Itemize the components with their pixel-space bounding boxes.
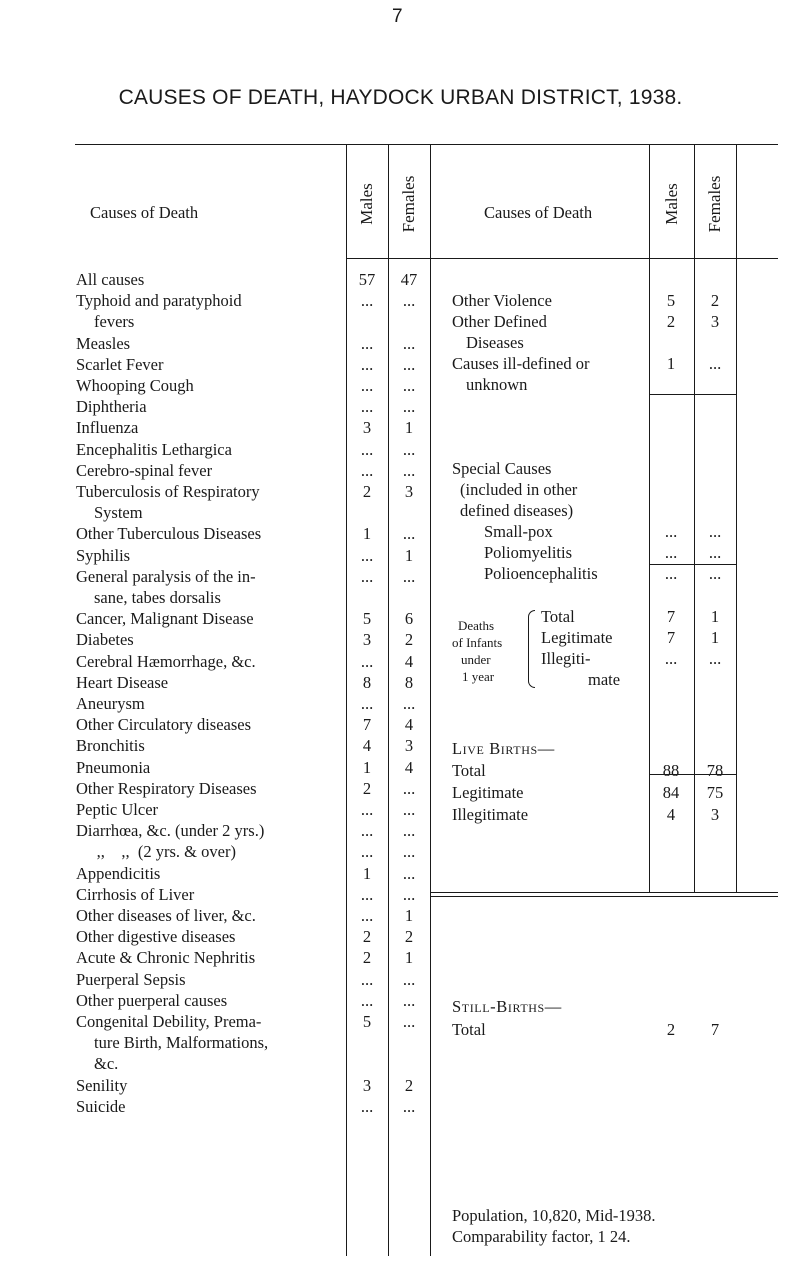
comparability-note: Comparability factor, 1 24. [452,1227,631,1246]
col-divider [346,144,347,1256]
females-value: ... [402,333,416,353]
cause-label: Other puerperal causes [76,990,228,1010]
males-value: ... [664,543,678,562]
males-value: ... [360,990,374,1010]
males-value: 2 [362,927,372,947]
females-value: 2 [404,1075,414,1095]
males-value: 3 [362,1075,372,1095]
males-value: 7 [666,628,676,647]
males-value: ... [360,291,374,311]
cause-label: Influenza [76,418,139,438]
col-divider [736,144,737,892]
females-value: ... [708,543,722,562]
males-value: 57 [358,270,376,289]
males-value: ... [360,884,374,904]
males-value: 5 [362,609,372,629]
males-value: 4 [666,805,676,824]
cause-label: Other Respiratory Diseases [76,778,257,798]
section-rule [430,896,778,897]
males-value: 88 [662,761,680,780]
cause-label: Cerebro-spinal fever [76,460,213,480]
males-value: ... [360,354,374,374]
infant-bracket [528,610,535,688]
females-value: ... [402,439,416,459]
males-value: 4 [362,736,372,756]
cause-label: Special Causes [452,459,552,478]
females-value: ... [708,649,722,668]
females-value: 1 [404,418,414,438]
females-value: ... [402,821,416,841]
females-value: 3 [710,312,720,331]
males-value: ... [360,460,374,480]
cause-label: Scarlet Fever [76,354,164,374]
males-value: ... [360,566,374,586]
section-rule [649,394,737,395]
females-value: 3 [404,482,414,501]
females-value: 7 [710,1020,720,1039]
infant-group-label: under [461,652,491,667]
col-divider [430,144,431,1256]
cause-label: fevers [94,312,135,332]
cause-label: Poliomyelitis [484,543,573,562]
cause-label: Cerebral Hæmorrhage, &c. [76,651,256,671]
males-value: 1 [362,863,372,883]
cause-label: Diseases [466,333,524,352]
header-causes-right: Causes of Death [484,203,593,222]
cause-label: System [94,503,143,523]
table-top-rule [75,144,778,145]
cause-label: Tuberculosis of Respiratory [76,482,260,501]
females-value: 1 [710,628,720,647]
males-value: 2 [666,1020,676,1039]
males-value: ... [360,397,374,417]
males-value: 3 [362,418,372,438]
females-value: ... [402,842,416,862]
cause-label: Other digestive diseases [76,927,236,947]
cause-label: All causes [76,270,145,289]
col-divider [388,144,389,1256]
males-value: 2 [362,948,372,968]
cause-label: Legitimate [452,783,524,802]
header-males-left: Males [357,183,376,225]
males-value: 2 [362,482,372,501]
cause-label: Cancer, Malignant Disease [76,609,254,629]
males-value: ... [360,800,374,819]
females-value: ... [402,1012,416,1031]
cause-label: Other Circulatory diseases [76,715,252,735]
males-value: 1 [362,524,372,544]
infant-group-label: 1 year [462,669,495,684]
cause-label: Other diseases of liver, &c. [76,906,256,925]
cause-label: Aneurysm [76,694,145,713]
females-value: ... [402,291,416,311]
cause-label: Heart Disease [76,672,169,692]
cause-label: Congenital Debility, Prema- [76,1012,262,1031]
females-value: 1 [710,607,720,626]
males-value: 84 [662,783,680,802]
cause-label: Illegitimate [452,805,529,824]
males-value: 2 [362,778,372,798]
females-value: ... [402,778,416,798]
cause-label: Illegiti- [541,649,591,668]
cause-label: Polioencephalitis [484,564,598,583]
population-note: Population, 10,820, Mid-1938. [452,1206,656,1225]
cause-label: ,, ,, (2 yrs. & over) [76,842,236,862]
cause-label: Total [541,607,575,626]
page-number: 7 [392,6,403,27]
males-value: 8 [362,672,372,692]
cause-label: Other Violence [452,291,552,310]
females-value: ... [708,564,722,583]
females-value: 2 [404,630,414,650]
males-value: 1 [362,757,372,777]
females-value: ... [402,800,416,819]
cause-label: Other Tuberculous Diseases [76,524,262,544]
cause-label: Encephalitis Lethargica [76,439,232,459]
cause-label: Total [452,1020,486,1039]
cause-label: Senility [76,1075,128,1095]
page-title: CAUSES OF DEATH, HAYDOCK URBAN DISTRICT, 1938. [118,86,683,109]
cause-label: &c. [94,1054,119,1074]
females-value: 4 [404,651,414,671]
females-value: 6 [404,609,414,629]
col-divider [649,144,650,892]
females-value: 3 [710,805,720,824]
females-value: 4 [404,715,414,735]
females-value: ... [402,460,416,480]
header-females-right: Females [705,175,724,233]
females-value: ... [402,884,416,904]
males-value: ... [664,522,678,541]
males-value: ... [360,439,374,459]
females-value: 4 [404,757,414,777]
males-value: 7 [362,715,372,735]
females-value: ... [402,694,416,713]
females-value: ... [402,1096,416,1116]
males-value: 2 [666,312,676,331]
cause-label: Pneumonia [76,757,151,777]
males-value: 7 [666,607,676,626]
females-value: ... [402,524,416,544]
females-value: ... [402,354,416,374]
section-heading: Still-Births— [452,997,562,1016]
males-value: ... [664,649,678,668]
males-value: ... [360,651,374,671]
cause-label: Diabetes [76,630,134,650]
cause-label: defined diseases) [460,501,574,520]
females-value: 2 [710,291,720,310]
males-value: ... [360,969,374,989]
cause-label: Bronchitis [76,736,145,756]
cause-label: Diphtheria [76,397,147,417]
males-value: ... [360,694,374,713]
cause-label: (included in other [460,480,578,499]
cause-label: Small-pox [484,522,553,541]
females-value: 2 [404,927,414,947]
females-value: ... [402,990,416,1010]
cause-label: Diarrhœa, &c. (under 2 yrs.) [76,821,265,841]
females-value: 78 [706,761,724,780]
males-value: 5 [666,291,676,310]
males-value: 5 [362,1012,372,1031]
col-divider [694,144,695,892]
males-value: 1 [666,354,676,373]
females-value: 8 [404,672,414,692]
cause-label: Peptic Ulcer [76,800,159,819]
cause-label: Syphilis [76,545,131,565]
males-value: ... [360,842,374,862]
header-males-right: Males [662,183,681,225]
section-rule [430,892,778,893]
females-value: ... [708,354,722,373]
females-value: ... [708,522,722,541]
cause-label: Measles [76,333,131,353]
cause-label: mate [588,670,621,689]
cause-label: Puerperal Sepsis [76,969,186,989]
cause-label: Typhoid and paratyphoid [76,291,242,311]
males-value: 3 [362,630,372,650]
cause-label: Causes ill-defined or [452,354,590,373]
cause-label: Whooping Cough [76,376,194,395]
cause-label: Acute & Chronic Nephritis [76,948,256,968]
infant-group-label: of Infants [452,635,503,650]
males-value: ... [360,333,374,353]
males-value: ... [360,376,374,395]
females-value: ... [402,969,416,989]
males-value: ... [360,1096,374,1116]
females-value: ... [402,863,416,883]
females-value: 3 [404,736,414,756]
cause-label: Total [452,761,486,780]
females-value: 47 [400,270,418,289]
cause-label: Appendicitis [76,863,161,883]
females-value: ... [402,376,416,395]
cause-label: General paralysis of the in- [76,566,256,586]
header-females-left: Females [399,175,418,233]
females-value: 1 [404,545,414,565]
females-value: ... [402,397,416,417]
females-value: 1 [404,948,414,968]
males-value: ... [664,564,678,583]
cause-label: Cirrhosis of Liver [76,884,195,904]
cause-label: sane, tabes dorsalis [94,588,221,607]
males-value: ... [360,821,374,841]
cause-label: ture Birth, Malformations, [94,1033,269,1053]
cause-label: Suicide [76,1096,126,1116]
header-rule [346,258,778,259]
section-heading: Live Births— [452,739,555,758]
cause-label: Legitimate [541,628,613,647]
females-value: 75 [706,783,724,802]
males-value: ... [360,906,374,925]
cause-label: unknown [466,375,528,394]
males-value: ... [360,545,374,565]
header-causes-left: Causes of Death [90,203,199,222]
females-value: ... [402,566,416,586]
infant-group-label: Deaths [458,618,495,633]
cause-label: Other Defined [452,312,547,331]
females-value: 1 [404,906,414,925]
